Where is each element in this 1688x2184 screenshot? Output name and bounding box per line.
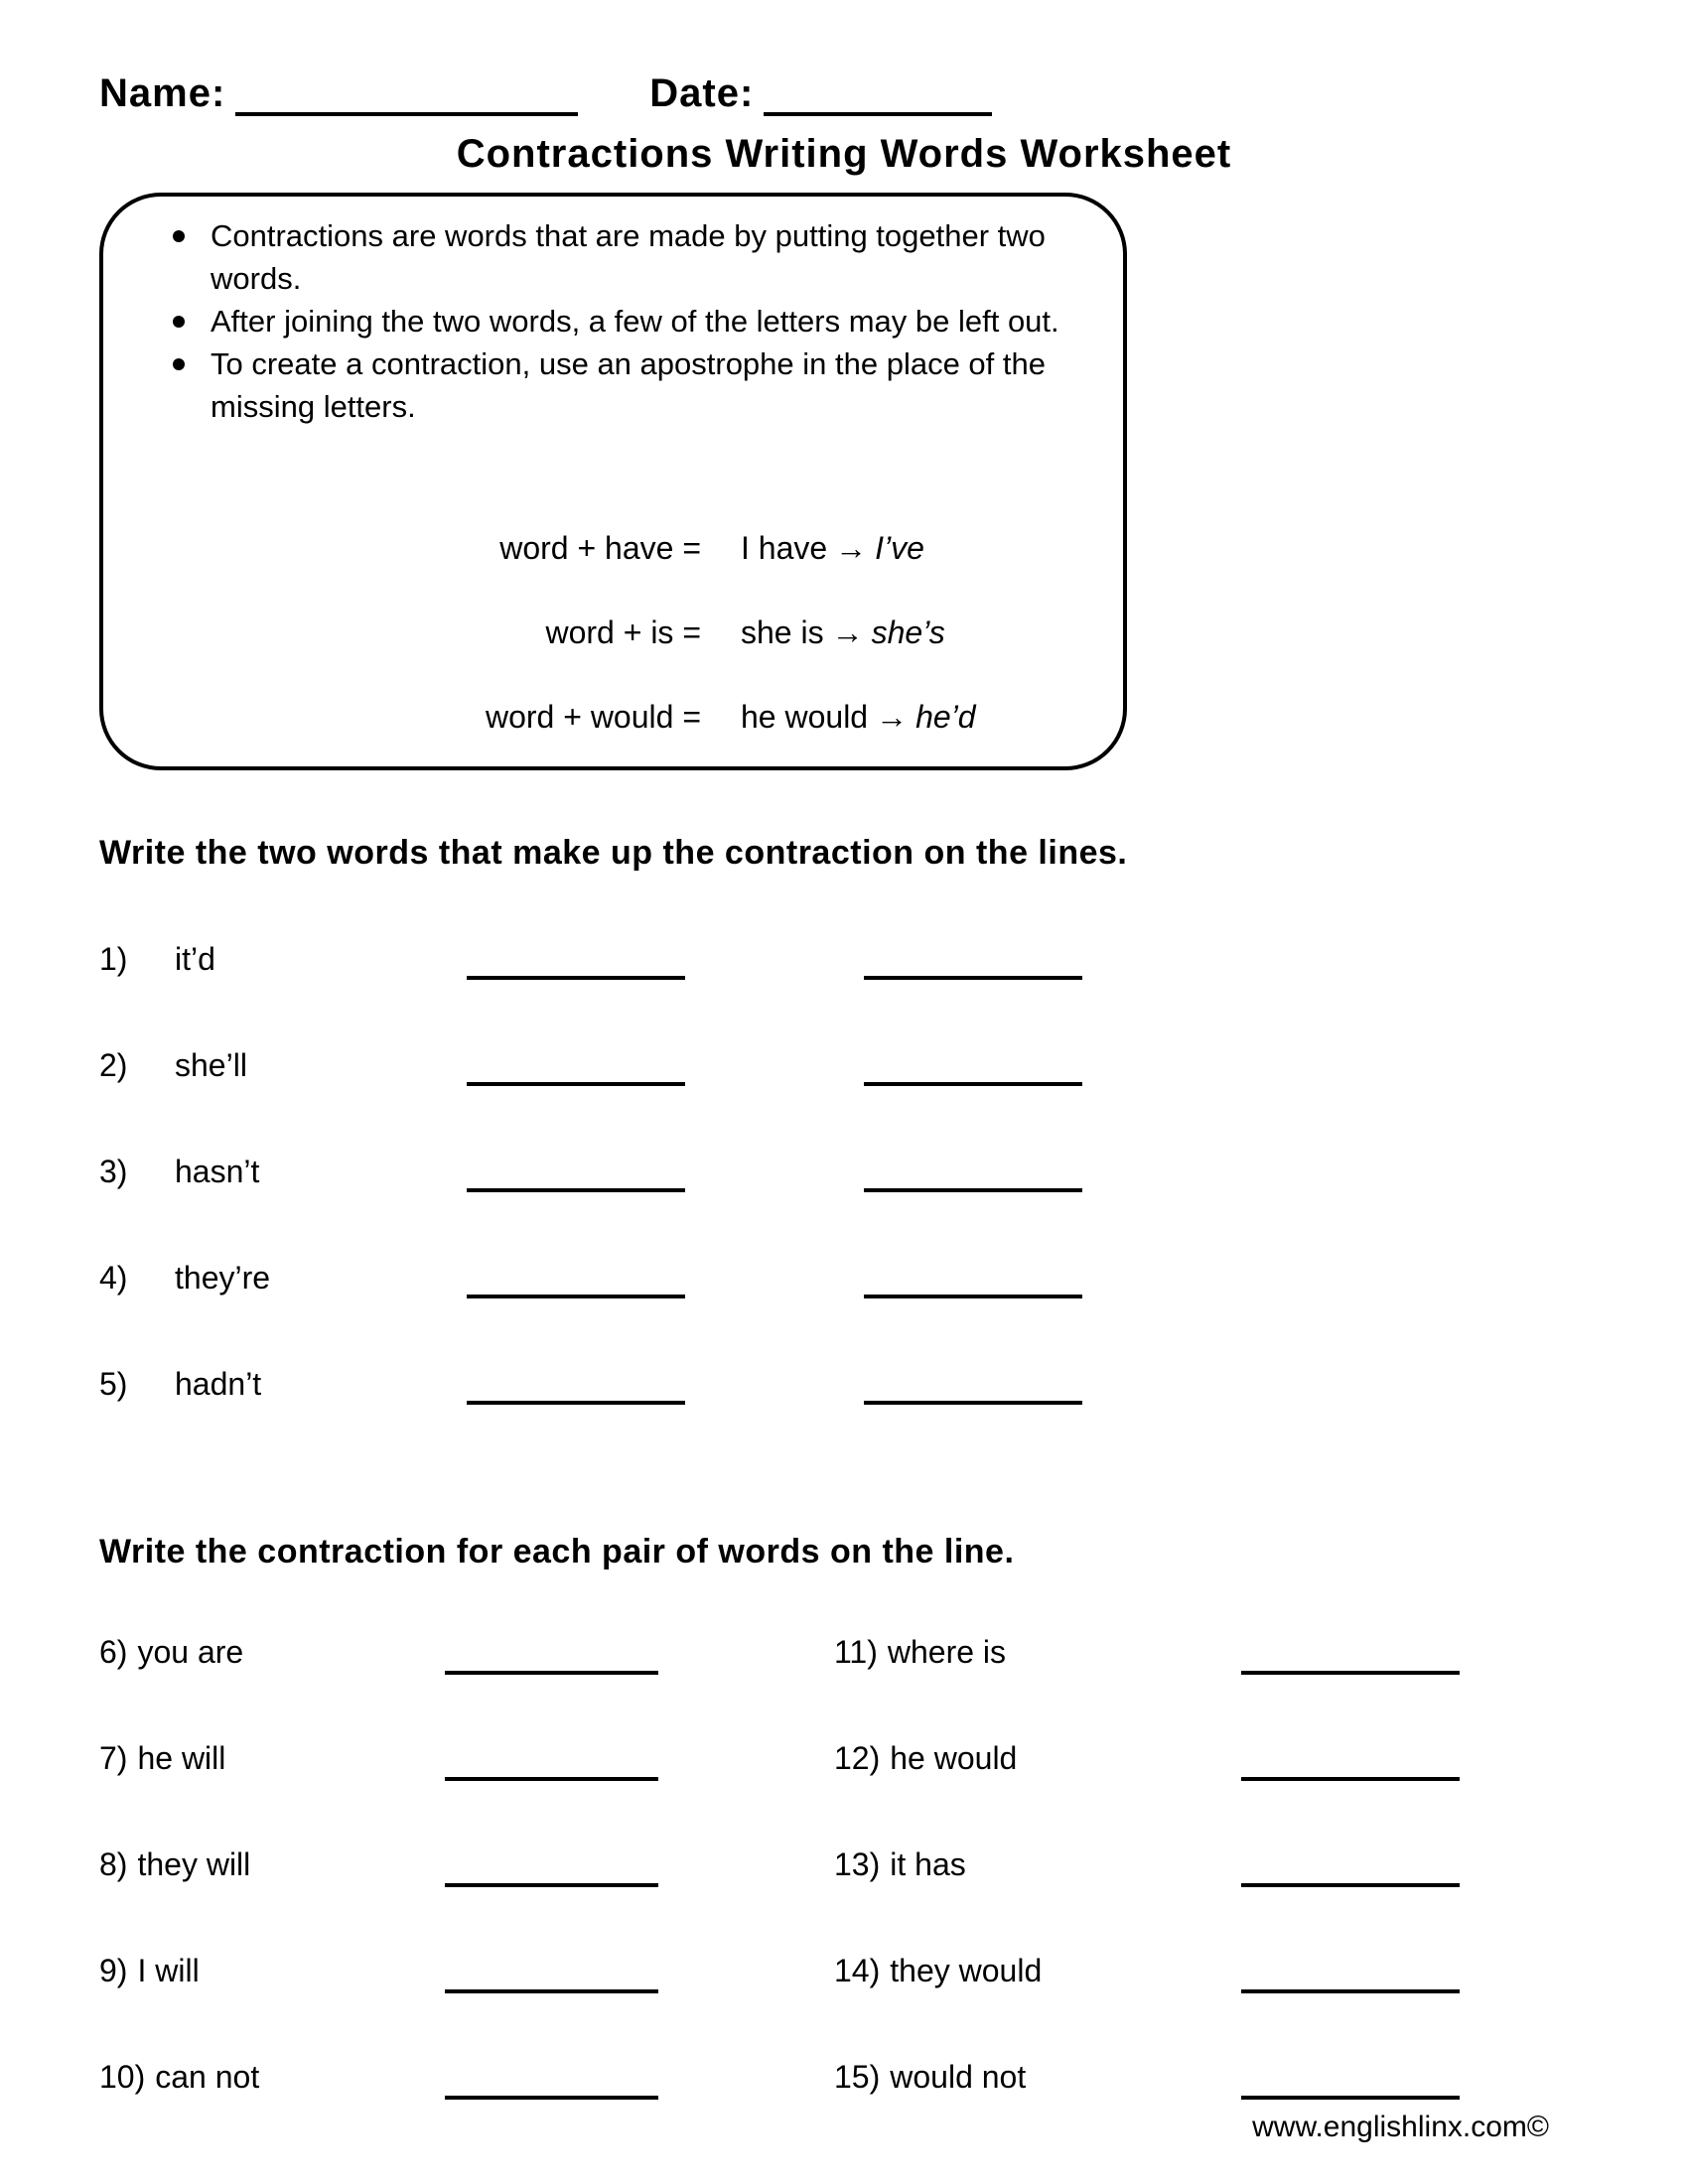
example-result xyxy=(741,612,945,654)
question-number: 11) xyxy=(834,1634,878,1670)
answer-blank-line xyxy=(467,1151,685,1192)
question-number: 8) xyxy=(99,1846,128,1882)
word-pair-text: he will xyxy=(137,1740,226,1776)
answer-blank-line xyxy=(445,1631,658,1675)
word-pair-text: it has xyxy=(890,1846,966,1882)
date-blank-line xyxy=(764,74,992,116)
example-contraction: he’d xyxy=(915,699,976,735)
example-formula: word + would = xyxy=(485,699,701,735)
instruction-bullet xyxy=(145,342,1081,428)
word-pair-text: they will xyxy=(137,1846,251,1882)
word-pair-label xyxy=(834,1631,1241,1673)
word-pair-text: they would xyxy=(890,1953,1043,1988)
example-row xyxy=(145,612,1081,654)
contraction-item xyxy=(99,1257,1688,1363)
question-number: 5) xyxy=(99,1366,128,1402)
question-number: 14) xyxy=(834,1953,881,1988)
bullet-text: To create a contraction, use an apostrophe in the place of the missing letters. xyxy=(211,346,1046,424)
website-credit: www.englishlinx.com© xyxy=(1252,2111,1549,2143)
answer-blank-line xyxy=(1241,1631,1460,1675)
word-pair-item xyxy=(99,1950,834,2056)
answer-blank-line xyxy=(864,1257,1082,1298)
contraction-item xyxy=(99,938,1688,1044)
question-number: 15) xyxy=(834,2059,881,2095)
word-pair-item xyxy=(834,1950,1589,2056)
contraction-word: hadn’t xyxy=(175,1366,262,1402)
answer-blank-line xyxy=(864,1151,1082,1192)
bullet-text: Contractions are words that are made by putting together two words. xyxy=(211,218,1046,296)
answer-blank-line xyxy=(467,1363,685,1405)
question-number: 6) xyxy=(99,1634,128,1670)
word-pair-item xyxy=(99,1843,834,1950)
bullet-text: After joining the two words, a few of the letters may be left out. xyxy=(211,304,1059,339)
word-pair-label xyxy=(99,2056,445,2098)
question-number: 2) xyxy=(99,1047,128,1083)
answer-blank-line xyxy=(1241,2056,1460,2100)
name-label: Name: xyxy=(99,71,226,115)
question-number: 10) xyxy=(99,2059,146,2095)
example-result xyxy=(741,696,976,739)
right-arrow-icon: → xyxy=(876,699,909,735)
header xyxy=(0,0,1688,116)
bullet-dot-icon xyxy=(173,230,185,242)
word-pair-text: where is xyxy=(887,1634,1007,1670)
answer-blank-line xyxy=(445,1950,658,1993)
answer-blank-line xyxy=(445,1843,658,1887)
page-title: Contractions Writing Words Worksheet xyxy=(456,132,1232,176)
example-contraction: she’s xyxy=(871,614,945,650)
question-number: 7) xyxy=(99,1740,128,1776)
right-arrow-icon: → xyxy=(831,614,864,650)
contraction-word: it’d xyxy=(175,941,215,977)
section2-heading: Write the contraction for each pair of words on the line. xyxy=(99,1533,1015,1570)
word-pair-item xyxy=(99,1737,834,1843)
section2-left-column xyxy=(99,1631,834,2162)
contraction-word: hasn’t xyxy=(175,1154,260,1189)
date-label: Date: xyxy=(649,71,755,115)
word-pair-item xyxy=(834,2056,1589,2162)
instruction-bullet xyxy=(145,214,1081,300)
answer-blank-line xyxy=(1241,1737,1460,1781)
contraction-word: she’ll xyxy=(175,1047,247,1083)
word-pair-label xyxy=(834,1950,1241,1991)
example-formula: word + have = xyxy=(499,530,701,566)
word-pair-label xyxy=(99,1631,445,1673)
answer-blank-line xyxy=(1241,1950,1460,1993)
word-pair-label xyxy=(834,1843,1241,1885)
word-pair-text: you are xyxy=(137,1634,244,1670)
example-contraction: I’ve xyxy=(875,530,924,566)
answer-blank-line xyxy=(1241,1843,1460,1887)
instructions-box xyxy=(99,193,1127,770)
contraction-word: they’re xyxy=(175,1260,271,1296)
word-pair-item xyxy=(99,2056,834,2162)
contraction-item xyxy=(99,1044,1688,1151)
right-arrow-icon: → xyxy=(835,530,868,566)
example-formula: word + is = xyxy=(545,614,701,650)
question-number: 12) xyxy=(834,1740,881,1776)
section2-right-column xyxy=(834,1631,1589,2162)
word-pair-text: would not xyxy=(890,2059,1027,2095)
answer-blank-line xyxy=(467,1257,685,1298)
word-pair-item xyxy=(99,1631,834,1737)
examples-block xyxy=(145,527,1081,739)
answer-blank-line xyxy=(864,1044,1082,1086)
section1-heading: Write the two words that make up the contraction on the lines. xyxy=(99,834,1128,872)
question-number: 3) xyxy=(99,1154,128,1189)
answer-blank-line xyxy=(445,1737,658,1781)
word-pair-label xyxy=(99,1950,445,1991)
word-pair-label xyxy=(99,1737,445,1779)
example-expansion: I have xyxy=(741,530,828,566)
answer-blank-line xyxy=(467,938,685,980)
answer-blank-line xyxy=(864,938,1082,980)
question-number: 4) xyxy=(99,1260,128,1296)
contraction-item xyxy=(99,1151,1688,1257)
word-pair-text: I will xyxy=(137,1953,200,1988)
name-blank-line xyxy=(235,74,578,116)
question-number: 13) xyxy=(834,1846,881,1882)
bullet-dot-icon xyxy=(173,316,185,328)
word-pair-label xyxy=(834,1737,1241,1779)
contraction-item xyxy=(99,1363,1688,1469)
example-row xyxy=(145,696,1081,739)
word-pair-label xyxy=(99,1843,445,1885)
section1-list xyxy=(99,938,1688,1469)
instruction-bullet xyxy=(145,300,1081,342)
example-result xyxy=(741,527,924,570)
answer-blank-line xyxy=(445,2056,658,2100)
section2-columns xyxy=(99,1631,1688,2162)
answer-blank-line xyxy=(467,1044,685,1086)
example-expansion: he would xyxy=(741,699,869,735)
question-number: 9) xyxy=(99,1953,128,1988)
word-pair-item xyxy=(834,1737,1589,1843)
word-pair-item xyxy=(834,1843,1589,1950)
answer-blank-line xyxy=(864,1363,1082,1405)
bullet-dot-icon xyxy=(173,358,185,370)
word-pair-text: can not xyxy=(155,2059,260,2095)
example-row xyxy=(145,527,1081,570)
question-number: 1) xyxy=(99,941,128,977)
word-pair-item xyxy=(834,1631,1589,1737)
word-pair-label xyxy=(834,2056,1241,2098)
example-expansion: she is xyxy=(741,614,824,650)
word-pair-text: he would xyxy=(890,1740,1018,1776)
